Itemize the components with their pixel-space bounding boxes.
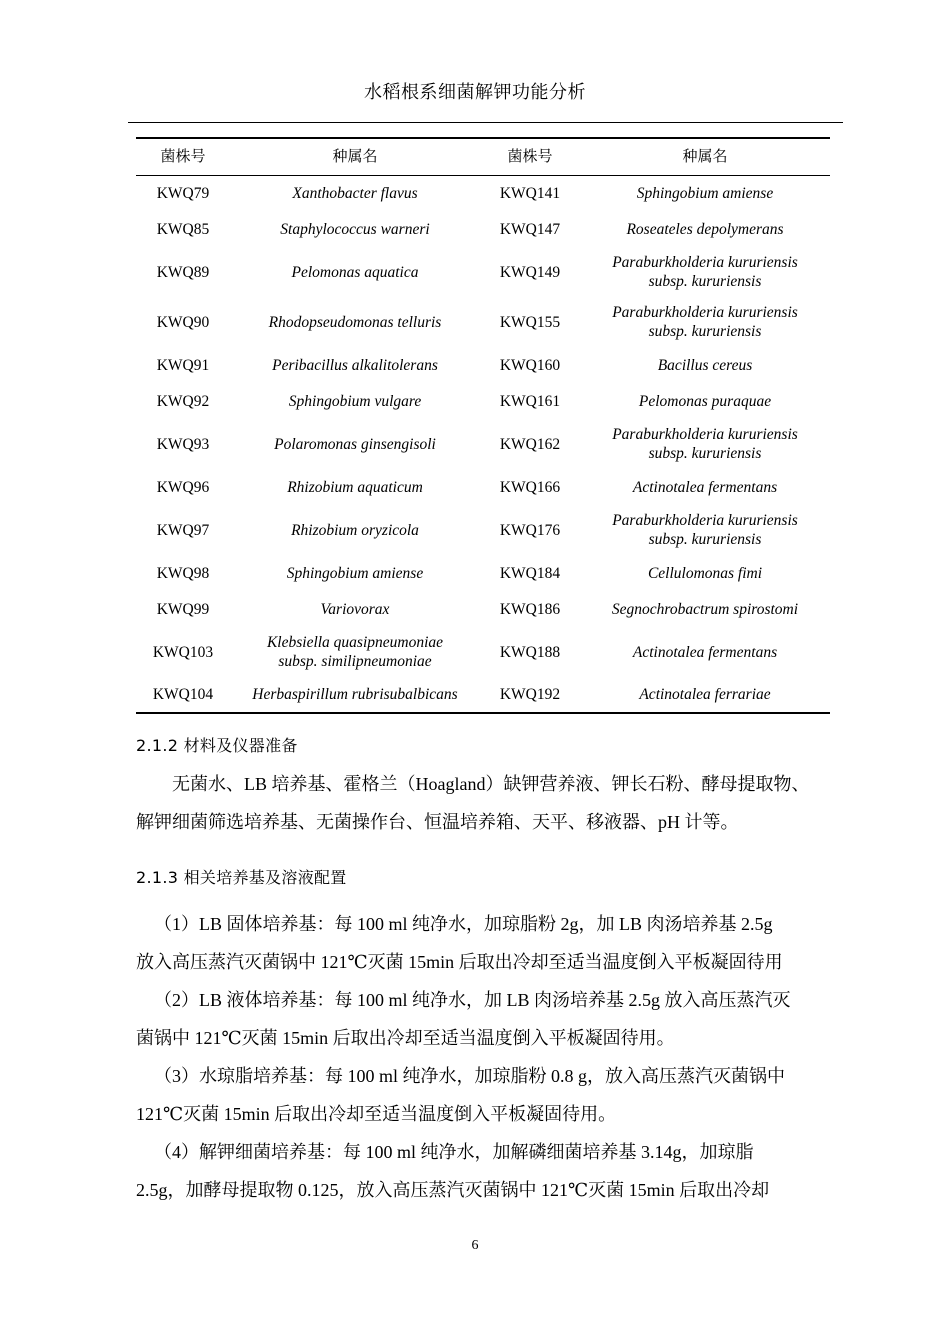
section-heading-2-1-2: 2.1.2 材料及仪器准备	[136, 736, 298, 755]
item-3-line-2: 121℃灭菌 15min 后取出冷却至适当温度倒入平板凝固待用。	[136, 1104, 617, 1124]
species-name: Actinotalea ferrariae	[639, 686, 771, 703]
species-cell	[580, 677, 830, 713]
table-row	[136, 469, 830, 505]
strain-id-cell: KWQ85	[156, 220, 210, 238]
item-4-line-2: 2.5g，加酵母提取物 0.125，放入高压蒸汽灭菌锅中 121℃灭菌 15min 后取出冷却	[136, 1180, 770, 1200]
strain-id-cell: KWQ186	[499, 600, 561, 618]
species-name: Rhizobium aquaticum	[287, 478, 423, 496]
table-header-row	[136, 138, 830, 175]
header-rule	[128, 122, 843, 123]
header-strain-id-1: 菌株号	[160, 147, 206, 166]
table-row	[136, 383, 830, 419]
species-name: Segnochrobactrum spirostomi	[611, 600, 799, 618]
species-cell	[230, 555, 480, 591]
strain-id-cell: KWQ166	[499, 478, 561, 496]
table-row	[136, 419, 830, 469]
species-name: Rhizobium oryzicola	[291, 521, 419, 539]
species-cell	[230, 677, 480, 713]
species-name: Paraburkholderia kururiensis	[612, 426, 798, 443]
strain-id-cell: KWQ161	[499, 392, 561, 410]
species-cell	[230, 591, 480, 627]
species-name: subsp. kururiensis	[648, 445, 762, 462]
table-row	[136, 505, 830, 555]
table-row	[136, 211, 830, 247]
paragraph-line: 无菌水、LB 培养基、霍格兰（Hoagland）缺钾营养液、钾长石粉、酵母提取物、	[172, 774, 810, 794]
species-name: Peribacillus alkalitolerans	[272, 356, 438, 374]
item-1-line-1: （1）LB 固体培养基：每 100 ml 纯净水，加琼脂粉 2g，加 LB 肉汤培养基 2.5g	[154, 914, 773, 934]
species-name: Variovorax	[320, 600, 390, 618]
strain-id-cell: KWQ184	[499, 564, 561, 582]
strain-id-cell: KWQ98	[156, 564, 210, 582]
strain-id-cell: KWQ90	[156, 313, 210, 331]
species-cell	[580, 247, 830, 297]
species-name: Rhodopseudomonas telluris	[268, 313, 442, 331]
species-cell	[580, 297, 830, 347]
species-cell	[580, 211, 830, 247]
species-name: Xanthobacter flavus	[292, 184, 418, 202]
table-row	[136, 627, 830, 677]
species-cell	[230, 627, 480, 677]
species-name: Paraburkholderia kururiensis	[612, 254, 798, 271]
section-heading-2-1-3: 2.1.3 相关培养基及溶液配置	[136, 868, 347, 887]
species-name: Herbaspirillum rubrisubalbicans	[252, 686, 458, 703]
strain-species-table	[136, 137, 830, 714]
species-cell	[580, 505, 830, 555]
species-cell	[580, 555, 830, 591]
species-name: Paraburkholderia kururiensis	[612, 512, 798, 529]
species-name: subsp. kururiensis	[648, 273, 762, 290]
strain-id-cell: KWQ155	[499, 313, 561, 331]
species-cell	[580, 419, 830, 469]
species-cell	[230, 347, 480, 383]
species-name: Sphingobium amiense	[286, 564, 424, 582]
strain-id-cell: KWQ149	[499, 263, 561, 281]
strain-id-cell: KWQ92	[156, 392, 210, 410]
strain-id-cell: KWQ192	[499, 686, 561, 703]
strain-id-cell: KWQ103	[152, 643, 214, 661]
running-header: 水稻根系细菌解钾功能分析	[364, 82, 586, 102]
species-name: Paraburkholderia kururiensis	[612, 304, 798, 321]
species-name: Polaromonas ginsengisoli	[274, 435, 436, 453]
strain-id-cell: KWQ188	[499, 643, 561, 661]
species-name: subsp. kururiensis	[648, 323, 762, 340]
strain-id-cell: KWQ176	[499, 521, 561, 539]
table-row	[136, 555, 830, 591]
species-cell	[580, 469, 830, 505]
page-number: 6	[471, 1238, 479, 1253]
header-strain-id-2: 菌株号	[507, 147, 553, 166]
species-name: Cellulomonas fimi	[647, 564, 763, 582]
species-cell	[580, 591, 830, 627]
strain-id-cell: KWQ96	[156, 478, 210, 496]
species-cell	[230, 211, 480, 247]
species-cell	[230, 505, 480, 555]
species-cell	[230, 297, 480, 347]
table-row	[136, 677, 830, 713]
species-cell	[230, 469, 480, 505]
species-cell	[580, 383, 830, 419]
strain-id-cell: KWQ141	[499, 184, 561, 202]
strain-id-cell: KWQ97	[156, 521, 210, 539]
species-cell	[230, 247, 480, 297]
item-2-line-2: 菌锅中 121℃灭菌 15min 后取出冷却至适当温度倒入平板凝固待用。	[136, 1028, 675, 1048]
strain-id-cell: KWQ160	[499, 356, 561, 374]
media-paragraphs	[136, 905, 852, 1209]
strain-id-cell: KWQ162	[499, 435, 561, 453]
species-name: Pelomonas puraquae	[638, 392, 772, 410]
strain-id-cell: KWQ93	[156, 435, 210, 453]
paragraph-line: 解钾细菌筛选培养基、无菌操作台、恒温培养箱、天平、移液器、pH 计等。	[136, 812, 739, 832]
species-name: Pelomonas aquatica	[291, 263, 419, 281]
species-name: Bacillus cereus	[657, 356, 753, 374]
table-header	[136, 138, 830, 175]
strain-id-cell: KWQ147	[499, 220, 561, 238]
species-name: Sphingobium vulgare	[288, 392, 422, 410]
table-row	[136, 297, 830, 347]
species-cell	[230, 383, 480, 419]
header-species-2: 种属名	[682, 147, 728, 166]
strain-id-cell: KWQ89	[156, 263, 210, 281]
species-cell	[580, 347, 830, 383]
item-1-line-2: 放入高压蒸汽灭菌锅中 121℃灭菌 15min 后取出冷却至适当温度倒入平板凝固待用	[136, 952, 783, 972]
species-cell	[580, 175, 830, 211]
species-name: Roseateles depolymerans	[626, 220, 784, 238]
species-name: subsp. kururiensis	[648, 531, 762, 548]
species-cell	[230, 175, 480, 211]
species-name: subsp. similipneumoniae	[278, 653, 432, 670]
species-name: Actinotalea fermentans	[632, 643, 778, 661]
species-name: Staphylococcus warneri	[280, 220, 430, 238]
strain-id-cell: KWQ99	[156, 600, 210, 618]
table-body	[136, 175, 830, 713]
table-row	[136, 247, 830, 297]
item-2-line-1: （2）LB 液体培养基：每 100 ml 纯净水，加 LB 肉汤培养基 2.5g 放入高压蒸汽灭	[154, 990, 791, 1010]
item-3-line-1: （3）水琼脂培养基：每 100 ml 纯净水，加琼脂粉 0.8 g，放入高压蒸汽灭菌锅中	[154, 1066, 785, 1086]
species-cell	[230, 419, 480, 469]
materials-paragraph	[136, 765, 852, 841]
species-name: Klebsiella quasipneumoniae	[266, 634, 444, 651]
species-name: Sphingobium amiense	[636, 184, 774, 202]
table-row	[136, 347, 830, 383]
species-cell	[580, 627, 830, 677]
item-4-line-1: （4）解钾细菌培养基：每 100 ml 纯净水，加解磷细菌培养基 3.14g，加琼脂	[154, 1142, 754, 1162]
strain-id-cell: KWQ79	[156, 184, 210, 202]
species-name: Actinotalea fermentans	[632, 478, 778, 496]
table-row	[136, 175, 830, 211]
table-row	[136, 591, 830, 627]
header-species-1: 种属名	[332, 147, 378, 166]
strain-id-cell: KWQ104	[152, 686, 214, 703]
strain-id-cell: KWQ91	[156, 356, 210, 374]
